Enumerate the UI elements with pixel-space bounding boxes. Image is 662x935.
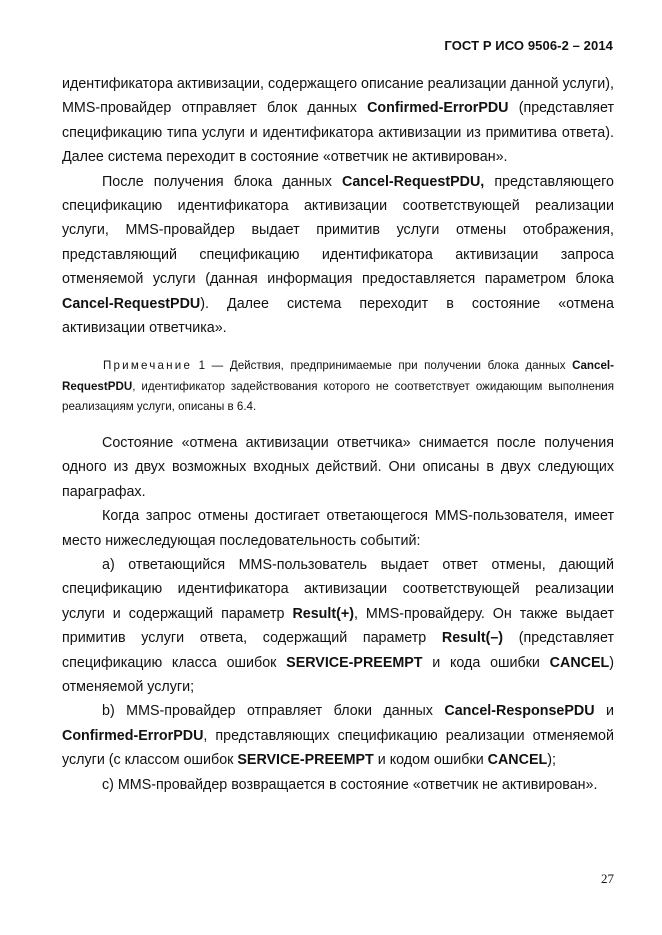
- bold-term: Cancel-RequestPDU: [62, 295, 201, 312]
- note-paragraph: [62, 356, 614, 418]
- paragraph-4: [62, 504, 614, 553]
- text-run: 1 — Действия, предпринимаемые при получении блока данных: [192, 359, 573, 373]
- text-run: (представляет спецификацию класса ошибок: [62, 630, 614, 671]
- bold-term: Confirmed-ErrorPDU: [367, 100, 509, 117]
- text-run: );: [547, 752, 556, 769]
- list-item-c: [62, 773, 614, 797]
- text-run: (представляет спецификацию типа услуги и идентификатора активизации из примитива ответа). Далее система переходит в состояние «ответчик не активирован».: [62, 100, 614, 166]
- text-run: Состояние «отмена активизации ответчика» снимается после получения одного из двух возможных входных действий. Они описаны в двух следующих параграфах.: [62, 434, 614, 500]
- text-run: После получения блока данных: [102, 173, 343, 190]
- bold-term: Cancel-RequestPDU: [62, 359, 614, 393]
- paragraph-1: [62, 72, 614, 170]
- text-run: с) MMS-провайдер возвращается в состояние «ответчик не активирован».: [102, 776, 598, 793]
- bold-term: SERVICE-PREEMPT: [237, 752, 374, 769]
- bold-term: Cancel-ResponsePDU: [444, 703, 595, 720]
- text-run: и кода ошибки: [422, 654, 550, 671]
- bold-term: Confirmed-ErrorPDU: [62, 727, 204, 744]
- text-run: Когда запрос отмены достигает ответающегося MMS-пользователя, имеет место нижеследующая последовательность событий:: [62, 508, 614, 549]
- bold-term: SERVICE-PREEMPT: [286, 654, 423, 671]
- page-body: [62, 72, 614, 797]
- page-number: 27: [601, 871, 614, 886]
- bold-term: Cancel-RequestPDU,: [342, 173, 485, 190]
- note-label: Примечание: [103, 359, 193, 373]
- text-run: и кодом ошибки: [373, 752, 488, 769]
- document-header: ГОСТ Р ИСО 9506-2 – 2014: [444, 38, 613, 53]
- text-run: а) ответающийся MMS-пользователь выдает ответ отмены, дающий спецификацию идентификатора активизации соответствующей реализации услуги и содержащий параметр: [62, 557, 614, 622]
- text-run: представляющего спецификацию идентификатора активизации соответствующей реализации услуги, MMS-провайдер выдает примитив услуги отмены отображения, представляющий спецификацию идентификатора активизации запроса отменяемой услуги (данная информация предоставляется параметром блока: [62, 173, 614, 288]
- paragraph-2: [62, 170, 614, 341]
- text-run: b) MMS-провайдер отправляет блоки данных: [102, 703, 445, 720]
- bold-term: CANCEL: [487, 752, 548, 769]
- text-run: идентификатора активизации, содержащего описание реализации данной услуги), MMS-провайдер отправляет блок данных: [62, 76, 615, 117]
- text-run: ) отменяемой услуги;: [62, 654, 615, 696]
- paragraph-3: [62, 431, 614, 504]
- list-item-a: [62, 553, 614, 699]
- text-run: , идентификатор задействования которого не соответствует ожидающим выполнения реализациям услуги, описаны в 6.4.: [62, 379, 614, 414]
- text-run: и: [594, 703, 614, 720]
- bold-term: Result(+): [292, 605, 355, 622]
- text-run: ). Далее система переходит в состояние «отмена активизации ответчика».: [62, 295, 614, 337]
- bold-term: Result(–): [441, 630, 504, 647]
- bold-term: CANCEL: [549, 654, 610, 671]
- text-run: , MMS-провайдеру. Он также выдает примитив услуги ответа, содержащий параметр: [62, 605, 614, 647]
- list-item-b: [62, 699, 614, 772]
- text-run: , представляющих спецификацию реализации отменяемой услуги (с классом ошибок: [62, 727, 614, 769]
